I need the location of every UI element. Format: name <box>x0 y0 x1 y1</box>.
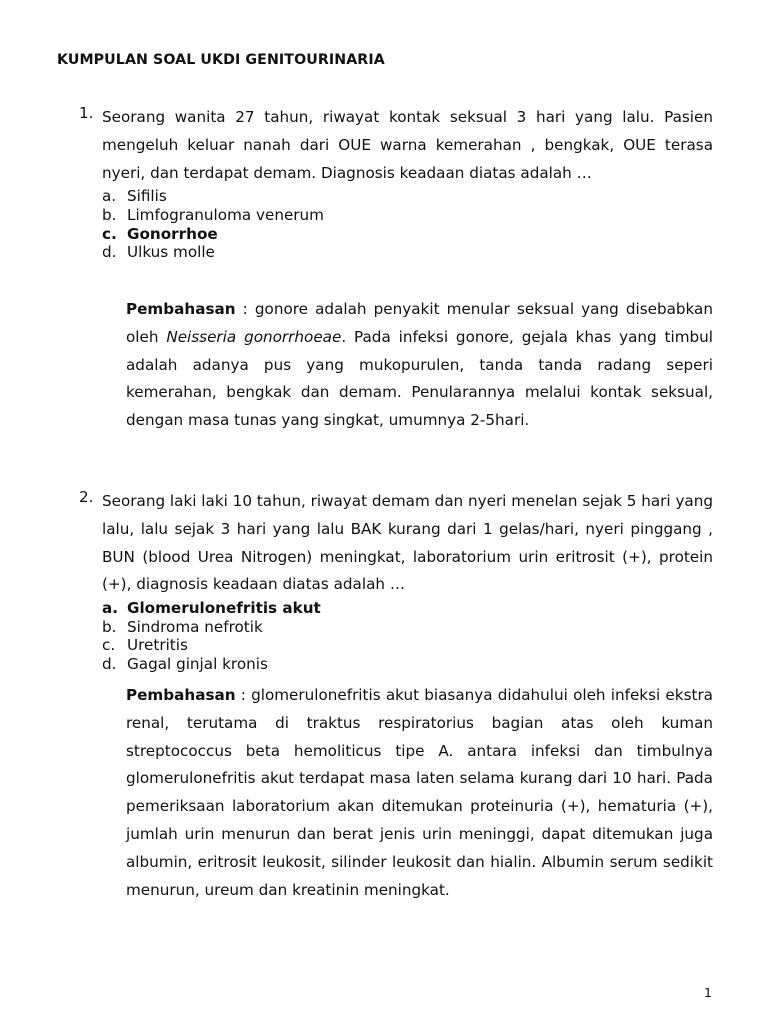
document-title: KUMPULAN SOAL UKDI GENITOURINARIA <box>57 52 385 68</box>
question-text: Seorang wanita 27 tahun, riwayat kontak seksual 3 hari yang lalu. Pasien mengeluh keluar nanah dari OUE warna kemerahan , bengkak, OUE terasa nyeri, dan terdapat demam. Diagnosis keadaan diatas adalah … <box>102 108 713 182</box>
option-text: Uretritis <box>127 636 188 655</box>
option-letter: c. <box>102 636 116 655</box>
question-1 <box>75 104 713 262</box>
option-list <box>75 187 713 261</box>
option-letter: b. <box>102 205 117 224</box>
discussion-1 <box>126 296 713 435</box>
option-letter: a. <box>102 599 119 618</box>
option-letter: b. <box>102 617 117 636</box>
question-number: 2. <box>79 488 94 506</box>
option-letter: d. <box>102 243 117 262</box>
option-a-correct <box>75 599 713 618</box>
organism-name: Neisseria gonorrhoeae <box>166 327 342 346</box>
discussion-label: Pembahasan <box>126 300 236 318</box>
question-number: 1. <box>79 104 94 122</box>
option-text: Sifilis <box>127 187 167 206</box>
option-text: Glomerulonefritis akut <box>127 599 321 618</box>
option-c <box>75 636 713 655</box>
option-text: Limfogranuloma venerum <box>127 205 324 224</box>
option-text: Sindroma nefrotik <box>127 617 263 636</box>
discussion-separator: : <box>235 300 255 318</box>
question-text: Seorang laki laki 10 tahun, riwayat demam dan nyeri menelan sejak 5 hari yang lalu, lalu sejak 3 hari yang lalu BAK kurang dari 1 gelas/hari, nyeri pinggang , BUN (blood Urea Nitrogen) meningkat, laboratorium urin eritrosit (+), protein (+), diagnosis keadaan diatas adalah … <box>102 492 714 594</box>
question-2 <box>75 488 713 674</box>
option-c-correct <box>75 225 713 244</box>
option-d <box>75 655 713 674</box>
discussion-text: glomerulonefritis akut biasanya didahului oleh infeksi ekstra renal, terutama di traktus respiratorius bagian atas oleh kuman streptococcus beta hemoliticus tipe A. antara infeksi dan timbulnya glomerulonefritis akut terdapat masa laten selama kurang dari 10 hari. Pada pemeriksaan laboratorium akan ditemukan proteinuria (+), hematuria (+), jumlah urin menurun dan berat jenis urin meninggi, dapat ditemukan juga albumin, eritrosit leukosit, silinder leukosit dan hialin. Albumin serum sedikit menurun, ureum dan kreatinin meningkat. <box>126 686 713 899</box>
option-text: Gonorrhoe <box>127 224 218 243</box>
discussion-separator: : <box>235 686 252 704</box>
page-number: 1 <box>704 985 712 1000</box>
option-letter: c. <box>102 224 117 243</box>
option-b <box>75 206 713 225</box>
option-a <box>75 187 713 206</box>
discussion-label: Pembahasan <box>126 686 236 704</box>
discussion-text-part1: gonore adalah penyakit menular seksual yang disebabkan oleh <box>126 300 713 346</box>
option-text: Ulkus molle <box>127 243 215 262</box>
option-text: Gagal ginjal kronis <box>127 654 268 673</box>
option-list <box>75 599 713 673</box>
option-letter: d. <box>102 654 117 673</box>
discussion-text-part2: . Pada infeksi gonore, gejala khas yang timbul adalah adanya pus yang mukopurulen, tanda tanda radang seperi kemerahan, bengkak dan demam. Penularannya melalui kontak seksual, dengan masa tunas yang singkat, umumnya 2-5hari. <box>126 327 713 430</box>
option-b <box>75 618 713 637</box>
option-letter: a. <box>102 187 117 206</box>
discussion-2 <box>126 682 713 904</box>
option-d <box>75 243 713 262</box>
